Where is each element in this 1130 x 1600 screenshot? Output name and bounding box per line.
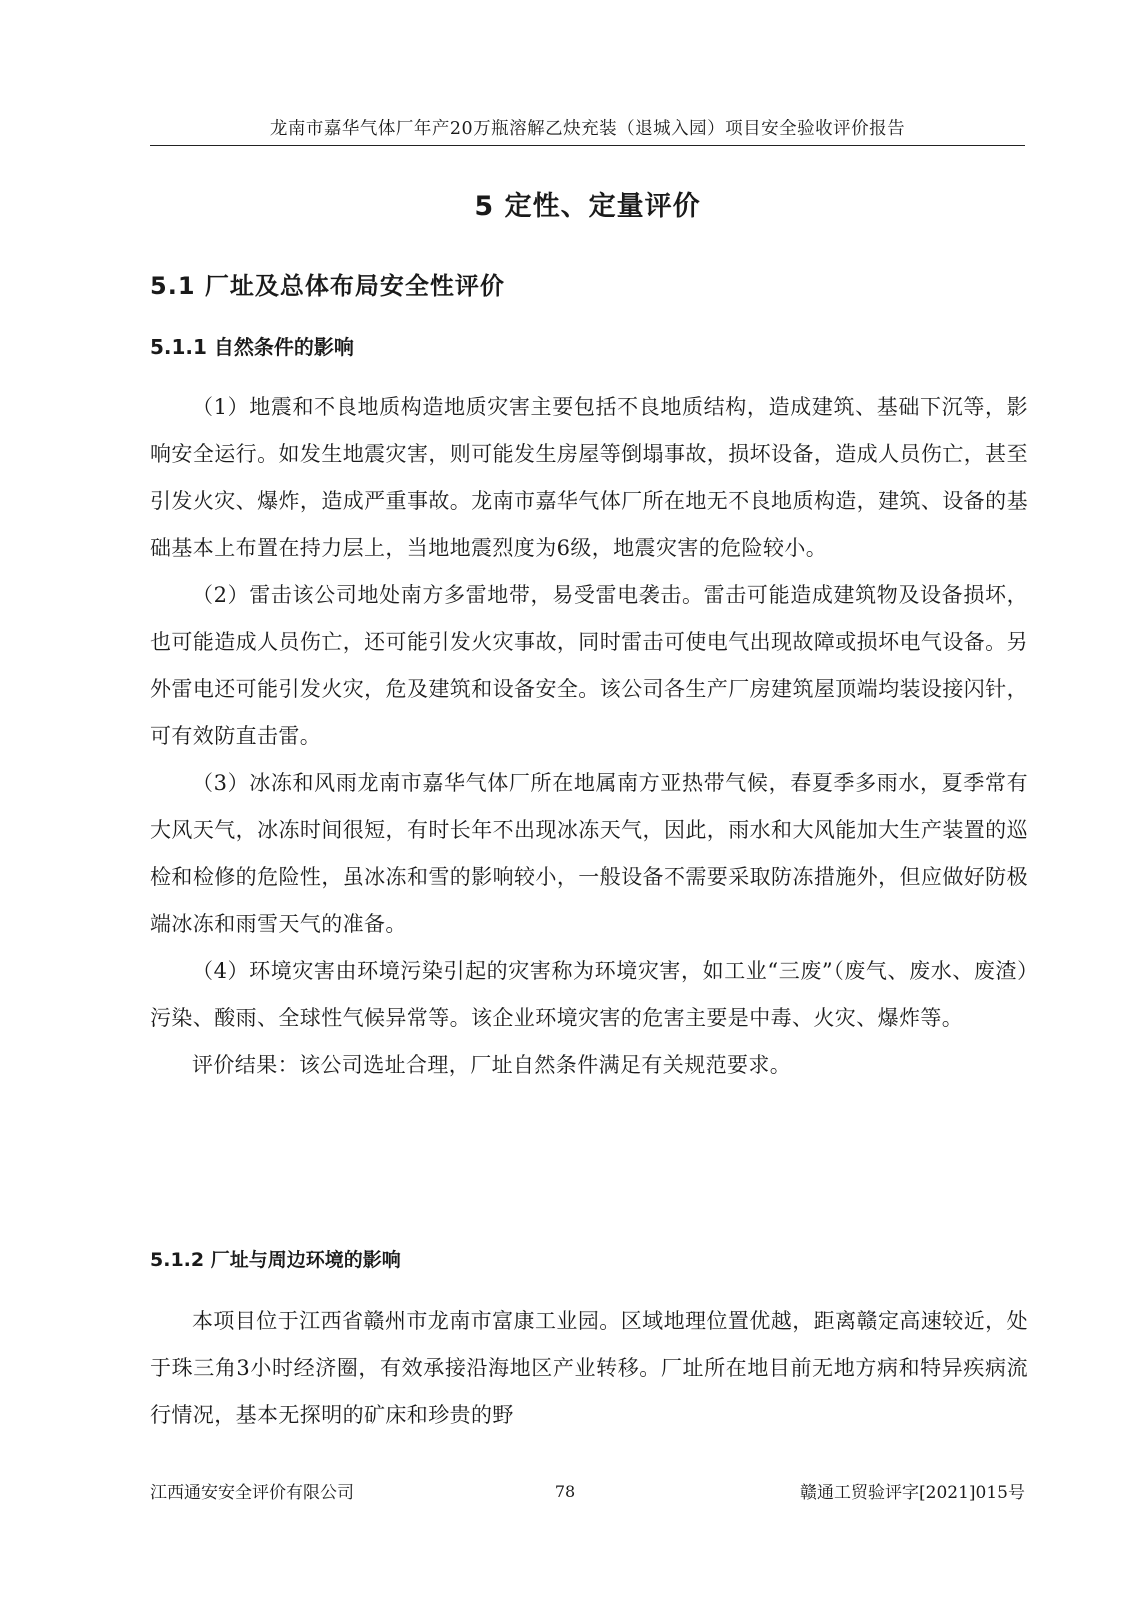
paragraph-earthquake: （1）地震和不良地质构造地质灾害主要包括不良地质结构，造成建筑、基础下沉等，影响安全运行。如发生地震灾害，则可能发生房屋等倒塌事故，损坏设备，造成人员伤亡，甚至引发火灾、爆炸，造成严重事故。龙南市嘉华气体厂所在地无不良地质构造，建筑、设备的基础基本上布置在持力层上，当地地震烈度为6级，地震灾害的危险较小。 [150, 395, 1028, 560]
footer-doc-number: 赣通工贸验评字[2021]015号 [800, 1483, 1025, 1503]
page-header: 龙南市嘉华气体厂年产20万瓶溶解乙炔充装（退城入园）项目安全验收评价报告 [269, 119, 906, 139]
paragraph-environment: （4）环境灾害由环境污染引起的灾害称为环境灾害，如工业“三废”（废气、废水、废渣）污染、酸雨、全球性气候异常等。该企业环境灾害的危害主要是中毒、火灾、爆炸等。 [150, 959, 1028, 1030]
section-heading-5-1-1: 5.1.1 自然条件的影响 [150, 335, 354, 359]
section-body-5-1-2 [150, 1298, 1028, 1439]
paragraph-site-location: 本项目位于江西省赣州市龙南市富康工业园。区域地理位置优越，距离赣定高速较近，处于珠三角3小时经济圈，有效承接沿海地区产业转移。厂址所在地目前无地方病和特异疾病流行情况，基本无探明的矿床和珍贵的野 [150, 1309, 1028, 1427]
chapter-title: 5 定性、定量评价 [474, 191, 701, 222]
header-rule [150, 145, 1025, 146]
paragraph-lightning: （2）雷击该公司地处南方多雷地带，易受雷电袭击。雷击可能造成建筑物及设备损坏，也可能造成人员伤亡，还可能引发火灾事故，同时雷击可使电气出现故障或损坏电气设备。另外雷电还可能引发火灾，危及建筑和设备安全。该公司各生产厂房建筑屋顶端均装设接闪针，可有效防直击雷。 [150, 583, 1028, 748]
section-body-5-1-1 [150, 384, 1028, 1089]
section-heading-5-1: 5.1 厂址及总体布局安全性评价 [150, 272, 505, 300]
footer-company: 江西通安安全评价有限公司 [150, 1483, 354, 1503]
section-heading-5-1-2: 5.1.2 厂址与周边环境的影响 [150, 1249, 401, 1271]
paragraph-evaluation-result: 评价结果：该公司选址合理，厂址自然条件满足有关规范要求。 [192, 1053, 792, 1077]
footer-page-number: 78 [554, 1482, 576, 1501]
paragraph-frost-wind-rain: （3）冰冻和风雨龙南市嘉华气体厂所在地属南方亚热带气候，春夏季多雨水，夏季常有大风天气，冰冻时间很短，有时长年不出现冰冻天气，因此，雨水和大风能加大生产装置的巡检和检修的危险性，虽冰冻和雪的影响较小，一般设备不需要采取防冻措施外，但应做好防极端冰冻和雨雪天气的准备。 [150, 771, 1028, 936]
